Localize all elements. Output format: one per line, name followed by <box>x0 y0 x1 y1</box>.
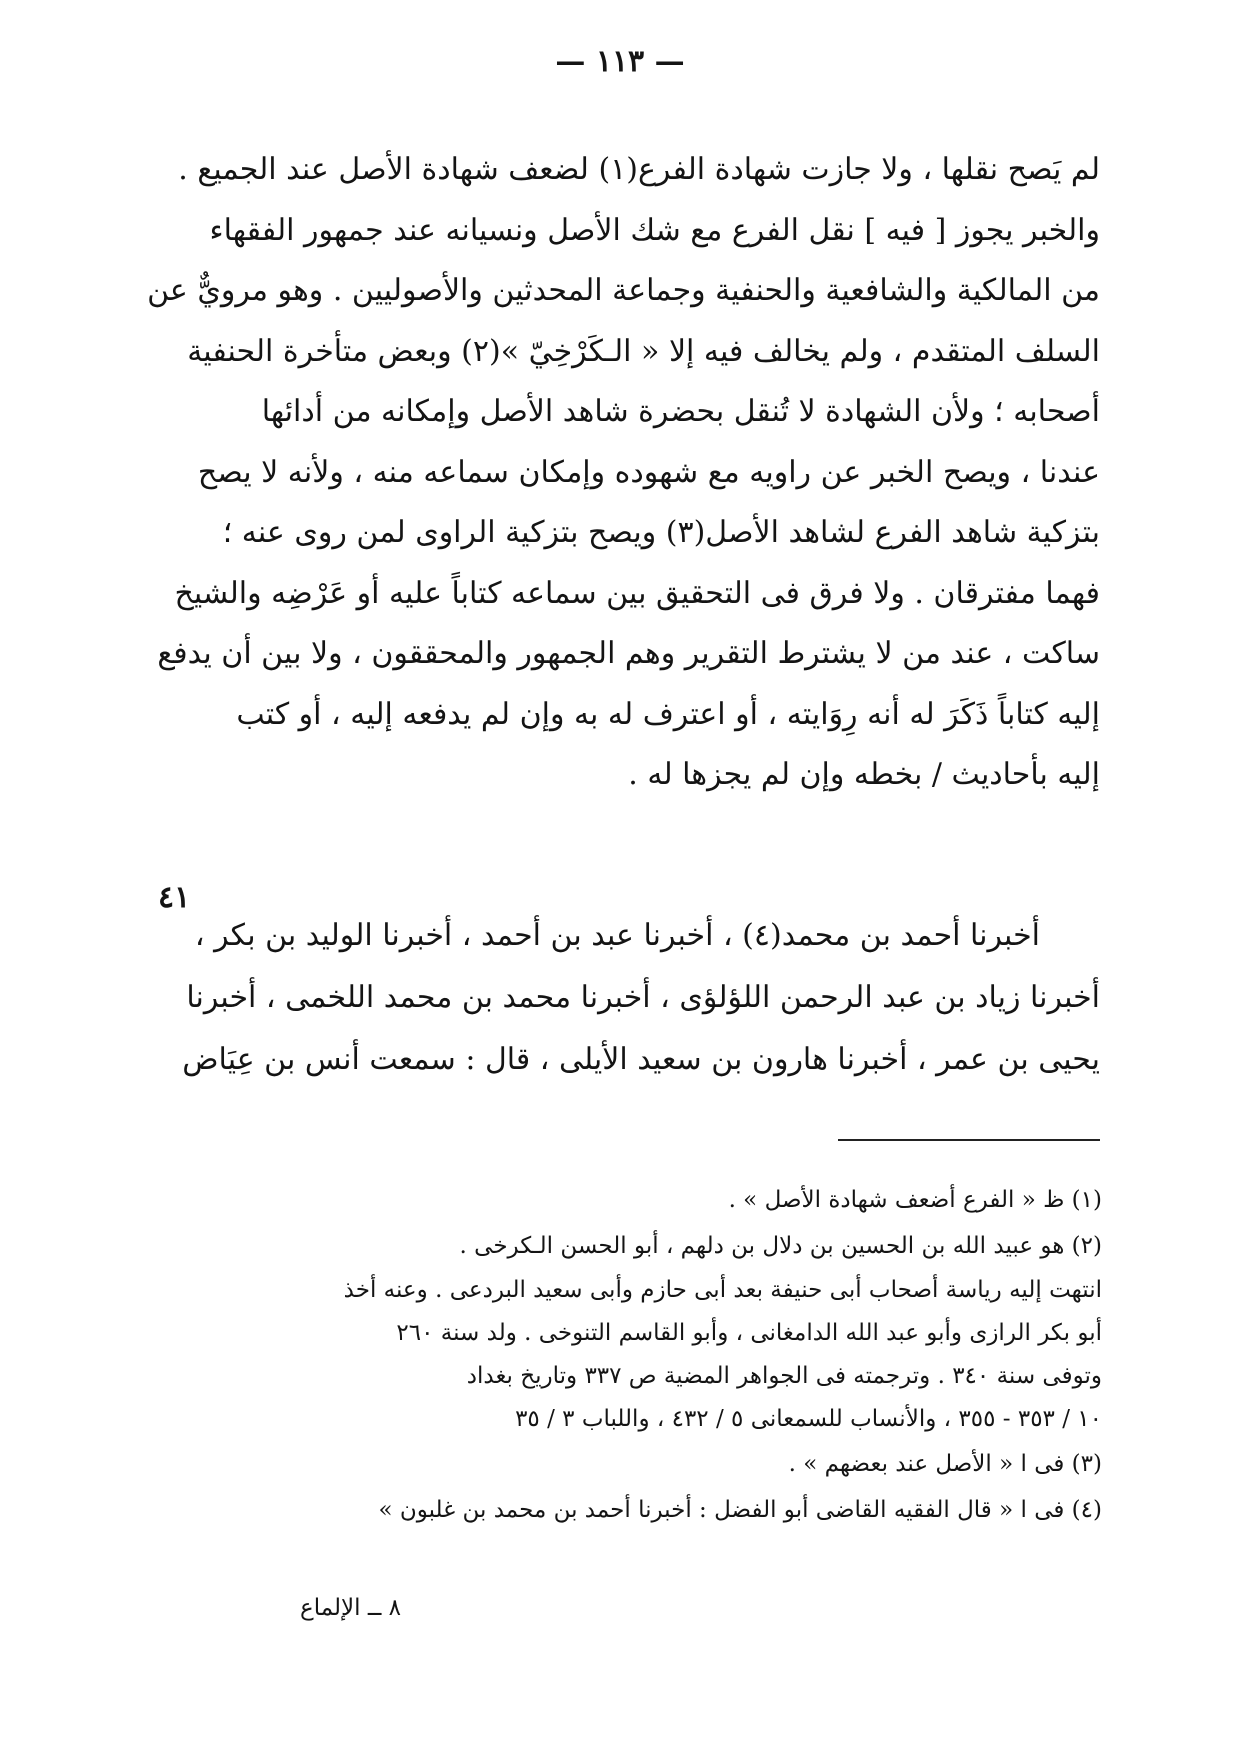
text-line: إليه بأحاديث / بخطه وإن لم يجزها له . <box>628 757 1100 792</box>
footnote-2-line: ١٠ / ٣٥٣ - ٣٥٥ ، والأنساب للسمعانى ٥ / ٤٣٢ ، واللباب ٣ / ٣٥ <box>515 1406 1102 1432</box>
text-line: ساكت ، عند من لا يشترط التقرير وهم الجمهور والمحققون ، ولا بين أن يدفع <box>157 636 1100 671</box>
footnote-2-line: (٢) هو عبيد الله بن الحسين بن دلال بن دلهم ، أبو الحسن الـكرخى . <box>459 1233 1102 1259</box>
footnote-4: (٤) فى ا « قال الفقيه القاضى أبو الفضل : أخبرنا أحمد بن محمد بن غلبون » <box>378 1497 1102 1523</box>
footnote-2-line: وتوفى سنة ٣٤٠ . وترجمته فى الجواهر المضية ص ٣٣٧ وتاريخ بغداد <box>466 1363 1102 1389</box>
text-line: إليه كتاباً ذَكَرَ له أنه رِوَايته ، أو اعترف له به وإن لم يدفعه إليه ، أو كتب <box>236 696 1100 732</box>
text-line: من المالكية والشافعية والحنفية وجماعة المحدثين والأصوليين . وهو مرويٌّ عن <box>147 273 1100 308</box>
text-line: والخبر يجوز [ فيه ] نقل الفرع مع شك الأصل ونسيانه عند جمهور الفقهاء <box>209 212 1100 248</box>
footnote-2-line: أبو بكر الرازى وأبو عبد الله الدامغانى ، وأبو القاسم التنوخى . ولد سنة ٢٦٠ <box>396 1320 1102 1346</box>
page-number: — ١١٣ — <box>555 44 685 79</box>
footnote-2-line: انتهت إليه رياسة أصحاب أبى حنيفة بعد أبى حازم وأبى سعيد البردعى . وعنه أخذ <box>343 1277 1102 1303</box>
footnote-1: (١) ظ « الفرع أضعف شهادة الأصل » . <box>728 1187 1102 1213</box>
main-paragraph <box>147 140 1100 806</box>
footnote-separator <box>838 1139 1100 1141</box>
text-line: بتزكية شاهد الفرع لشاهد الأصل(٣) ويصح بتزكية الراوى لمن روى عنه ؛ <box>222 515 1100 550</box>
text-line: لم يَصح نقلها ، ولا جازت شهادة الفرع(١) لضعف شهادة الأصل عند الجميع . <box>178 152 1100 187</box>
text-line: أخبرنا أحمد بن محمد(٤) ، أخبرنا عبد بن أحمد ، أخبرنا الوليد بن بكر ، <box>194 918 1040 953</box>
margin-folio-number: ٤١ <box>158 880 191 915</box>
signature-mark: ٨ ــ الإلماع <box>300 1595 402 1621</box>
text-line: فهما مفترقان . ولا فرق فى التحقيق بين سماعه كتاباً عليه أو عَرْضِه والشيخ <box>174 575 1100 611</box>
text-line: أخبرنا زياد بن عبد الرحمن اللؤلؤى ، أخبرنا محمد بن محمد اللخمى ، أخبرنا <box>186 980 1100 1015</box>
text-line: السلف المتقدم ، ولم يخالف فيه إلا « الـكَرْخِيّ »(٢) وبعض متأخرة الحنفية <box>187 333 1100 369</box>
footnote-3: (٣) فى ا « الأصل عند بعضهم » . <box>788 1451 1102 1477</box>
footnotes <box>270 1177 1102 1533</box>
isnad-paragraph <box>182 905 1100 1091</box>
text-line: عندنا ، ويصح الخبر عن راويه مع شهوده وإمكان سماعه منه ، ولأنه لا يصح <box>197 454 1100 490</box>
text-line: يحيى بن عمر ، أخبرنا هارون بن سعيد الأيلى ، قال : سمعت أنس بن عِيَاض <box>182 1042 1100 1077</box>
text-line: أصحابه ؛ ولأن الشهادة لا تُنقل بحضرة شاهد الأصل وإمكانه من أدائها <box>261 394 1100 429</box>
